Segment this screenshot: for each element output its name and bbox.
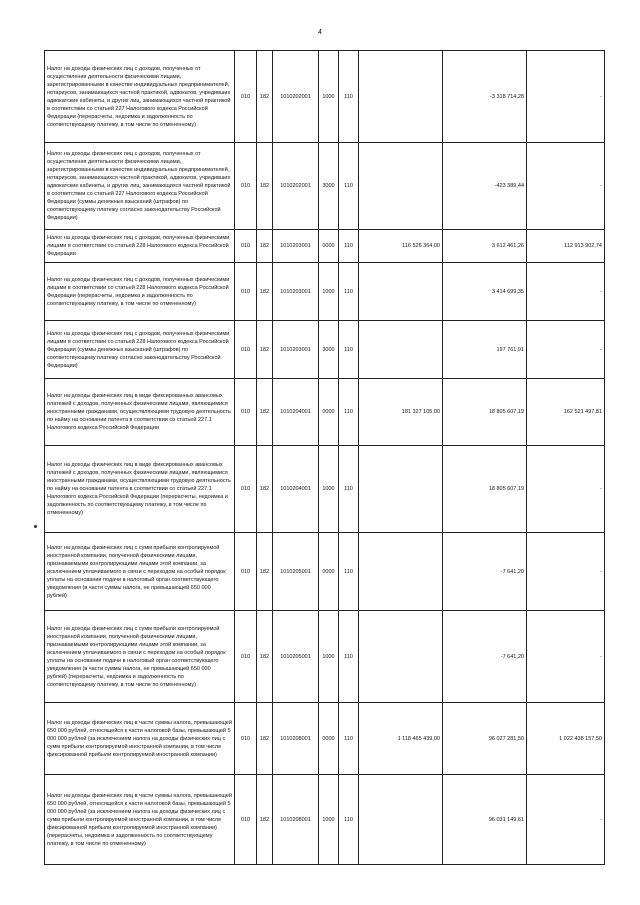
table-row (45, 379, 605, 446)
kbk-code: 1010208001 (273, 775, 319, 865)
unexecuted-amount: - (527, 611, 605, 703)
table-row (45, 611, 605, 703)
classification-code: 110 (339, 446, 359, 533)
executed-amount: -7 641,20 (443, 611, 527, 703)
row-name: Налог на доходы физических лиц с сумм прибыли контролируемой иностранной компании, полученной физическими лицами, признаваемыми контролирующими лицами этой компании, за исключением уплачиваемого в связи с переходом на особый порядок уплаты на основании подачи в налоговый орган соответствующего уведомления (в части суммы налога, не превышающей 650 000 рублей) (45, 533, 235, 611)
unexecuted-amount: - (527, 263, 605, 321)
subtype-code: 1000 (319, 51, 339, 143)
line-code: 010 (235, 703, 257, 775)
line-code: 010 (235, 611, 257, 703)
subtype-code: 0000 (319, 533, 339, 611)
planned-amount: 181 327 105,00 (359, 379, 443, 446)
unexecuted-amount: - (527, 143, 605, 230)
table-row (45, 143, 605, 230)
scan-mark (34, 525, 37, 528)
subtype-code: 1000 (319, 446, 339, 533)
line-code: 010 (235, 379, 257, 446)
revenue-table (44, 50, 605, 865)
classification-code: 110 (339, 230, 359, 263)
line-code: 010 (235, 51, 257, 143)
planned-amount (359, 51, 443, 143)
unexecuted-amount: - (527, 446, 605, 533)
line-code: 010 (235, 533, 257, 611)
row-name: Налог на доходы физических лиц с доходов, полученных физическими лицами в соответствии со статьей 228 Налогового кодекса Российской Федерации (суммы денежных взысканий (штрафов) по соответствующему платежу согласно законодательству Российской Федерации) (45, 321, 235, 379)
unexecuted-amount: 162 521 497,81 (527, 379, 605, 446)
planned-amount (359, 611, 443, 703)
planned-amount: 116 526 364,00 (359, 230, 443, 263)
planned-amount (359, 775, 443, 865)
kbk-code: 1010202001 (273, 51, 319, 143)
row-name: Налог на доходы физических лиц с доходов, полученных от осуществления деятельности физическими лицами, зарегистрированными в качестве индивидуальных предпринимателей, нотариусов, занимающихся частной практикой, адвокатов, учредивших адвокатские кабинеты, и других лиц, занимающихся частной практикой в соответствии со статьей 227 Налогового кодекса Российской Федерации (суммы денежных взысканий (штрафов) по соответствующему платежу согласно законодательству Российской Федерации) (45, 143, 235, 230)
row-name: Налог на доходы физических лиц с доходов, полученных физическими лицами в соответствии со статьей 228 Налогового кодекса Российской Федерации (перерасчеты, недоимка и задолженность по соответствующему платежу, в том числе по отмененному) (45, 263, 235, 321)
row-name: Налог на доходы физических лиц с доходов, полученных от осуществления деятельности физическими лицами, зарегистрированными в качестве индивидуальных предпринимателей, нотариусов, занимающихся частной практикой, адвокатов, учредивших адвокатские кабинеты, и других лиц, занимающихся частной практикой в соответствии со статьей 227 Налогового кодекса Российской Федерации (перерасчеты, недоимка и задолженность по соответствующему платежу, в том числе по отмененному) (45, 51, 235, 143)
kbk-code: 1010202001 (273, 143, 319, 230)
line-code: 010 (235, 321, 257, 379)
planned-amount: 1 118 465 439,00 (359, 703, 443, 775)
classification-code: 110 (339, 263, 359, 321)
planned-amount (359, 263, 443, 321)
admin-code: 182 (257, 703, 273, 775)
classification-code: 110 (339, 51, 359, 143)
planned-amount (359, 321, 443, 379)
unexecuted-amount: - (527, 321, 605, 379)
row-name: Налог на доходы физических лиц в виде фиксированных авансовых платежей с доходов, полученных физическими лицами, являющимися иностранными гражданами, осуществляющими трудовую деятельность по найму на основании патента в соответствии со статьей 227.1 Налогового кодекса Российской Федерации (перерасчеты, недоимка и задолженность по соответствующему платежу, в том числе по отмененному) (45, 446, 235, 533)
kbk-code: 1010203001 (273, 230, 319, 263)
planned-amount (359, 446, 443, 533)
classification-code: 110 (339, 143, 359, 230)
executed-amount: -7 641,20 (443, 533, 527, 611)
table-row (45, 51, 605, 143)
admin-code: 182 (257, 611, 273, 703)
table-row (45, 703, 605, 775)
executed-amount: 18 805 607,19 (443, 446, 527, 533)
subtype-code: 1000 (319, 263, 339, 321)
row-name: Налог на доходы физических лиц с сумм прибыли контролируемой иностранной компании, полученной физическими лицами, признаваемыми контролирующими лицами этой компании, за исключением уплачиваемого в связи с переходом на особый порядок уплаты на основании подачи в налоговый орган соответствующего уведомления (в части суммы налога, не превышающей 650 000 рублей) (перерасчеты, недоимка и задолженность по соответствующему платежу, в том числе по отмененному) (45, 611, 235, 703)
unexecuted-amount: - (527, 775, 605, 865)
unexecuted-amount: - (527, 533, 605, 611)
table-row (45, 230, 605, 263)
kbk-code: 1010205001 (273, 533, 319, 611)
kbk-code: 1010204001 (273, 379, 319, 446)
table-row (45, 775, 605, 865)
admin-code: 182 (257, 321, 273, 379)
table-row (45, 446, 605, 533)
executed-amount: 96 027 281,50 (443, 703, 527, 775)
classification-code: 110 (339, 533, 359, 611)
subtype-code: 1000 (319, 775, 339, 865)
unexecuted-amount: 1 022 438 157,50 (527, 703, 605, 775)
kbk-code: 1010204001 (273, 446, 319, 533)
unexecuted-amount: - (527, 51, 605, 143)
table-row (45, 533, 605, 611)
line-code: 010 (235, 143, 257, 230)
kbk-code: 1010203001 (273, 263, 319, 321)
classification-code: 110 (339, 379, 359, 446)
kbk-code: 1010208001 (273, 703, 319, 775)
admin-code: 182 (257, 775, 273, 865)
classification-code: 110 (339, 775, 359, 865)
admin-code: 182 (257, 51, 273, 143)
subtype-code: 0000 (319, 703, 339, 775)
classification-code: 110 (339, 321, 359, 379)
line-code: 010 (235, 775, 257, 865)
executed-amount: 197 761,91 (443, 321, 527, 379)
planned-amount (359, 533, 443, 611)
kbk-code: 1010205001 (273, 611, 319, 703)
admin-code: 182 (257, 446, 273, 533)
subtype-code: 1000 (319, 611, 339, 703)
executed-amount: 3 414 699,35 (443, 263, 527, 321)
executed-amount: 18 805 607,19 (443, 379, 527, 446)
executed-amount: 96 031 149,61 (443, 775, 527, 865)
row-name: Налог на доходы физических лиц в части суммы налога, превышающей 650 000 рублей, относящейся к части налоговой базы, превышающей 5 000 000 рублей (за исключением налога на доходы физических лиц с сумм прибыли контролируемой иностранной компании, в том числе фиксированной прибыли контролируемой иностранной компании) (45, 703, 235, 775)
admin-code: 182 (257, 230, 273, 263)
row-name: Налог на доходы физических лиц с доходов, полученных физическими лицами в соответствии со статьей 228 Налогового кодекса Российской Федерации (45, 230, 235, 263)
subtype-code: 0000 (319, 230, 339, 263)
row-name: Налог на доходы физических лиц в виде фиксированных авансовых платежей с доходов, полученных физическими лицами, являющимися иностранными гражданами, осуществляющими трудовую деятельность по найму на основании патента в соответствии со статьей 227.1 Налогового кодекса Российской Федерации (45, 379, 235, 446)
table-row (45, 321, 605, 379)
executed-amount: 3 612 461,26 (443, 230, 527, 263)
kbk-code: 1010203001 (273, 321, 319, 379)
row-name: Налог на доходы физических лиц в части суммы налога, превышающей 650 000 рублей, относящейся к части налоговой базы, превышающей 5 000 000 рублей (за исключением налога на доходы физических лиц с сумм прибыли контролируемой иностранной компании, в том числе фиксированной прибыли контролируемой иностранной компании) (перерасчеты, недоимка и задолженность по соответствующему платежу, в том числе по отмененному) (45, 775, 235, 865)
subtype-code: 0000 (319, 379, 339, 446)
admin-code: 182 (257, 533, 273, 611)
table-row (45, 263, 605, 321)
executed-amount: -423 389,44 (443, 143, 527, 230)
table-body (45, 51, 605, 865)
page-number: 4 (318, 29, 322, 36)
admin-code: 182 (257, 263, 273, 321)
line-code: 010 (235, 263, 257, 321)
line-code: 010 (235, 230, 257, 263)
line-code: 010 (235, 446, 257, 533)
admin-code: 182 (257, 379, 273, 446)
admin-code: 182 (257, 143, 273, 230)
classification-code: 110 (339, 703, 359, 775)
executed-amount: -3 318 714,28 (443, 51, 527, 143)
unexecuted-amount: 112 913 902,74 (527, 230, 605, 263)
classification-code: 110 (339, 611, 359, 703)
planned-amount (359, 143, 443, 230)
subtype-code: 3000 (319, 143, 339, 230)
subtype-code: 3000 (319, 321, 339, 379)
